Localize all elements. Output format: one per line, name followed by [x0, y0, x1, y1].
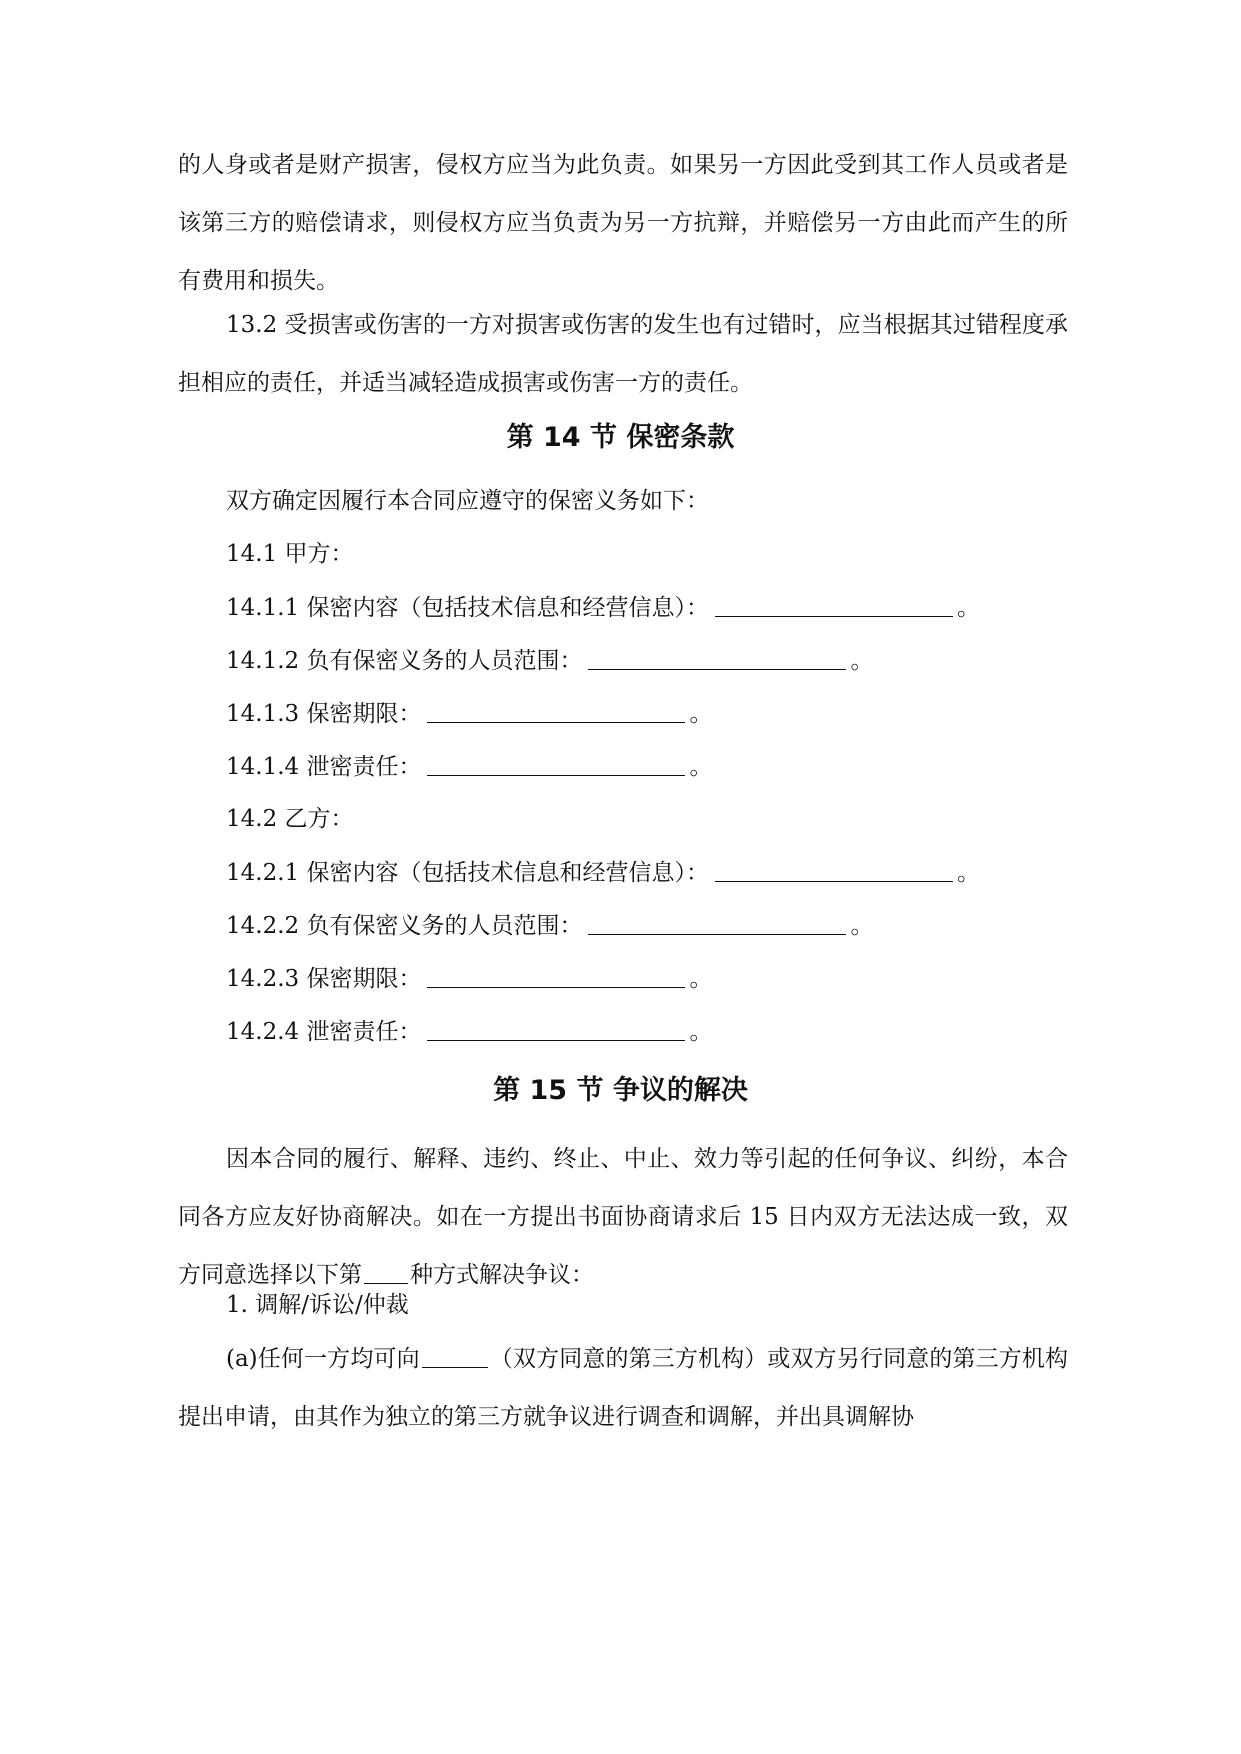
clause-14-2-2 [226, 910, 873, 941]
section-15-paragraph [178, 1130, 1068, 1304]
period: 。 [689, 966, 713, 992]
clause-14-1-4-label: 14.1.4 泄密责任： [226, 754, 422, 780]
clause-14-2-1 [226, 857, 980, 888]
period: 。 [850, 648, 874, 674]
clause-14-2-2-label: 14.2.2 负有保密义务的人员范围： [226, 913, 583, 939]
section13-paragraph-continued: 的人身或者是财产损害，侵权方应当为此负责。如果另一方因此受到其工作人员或者是该第三方的赔偿请求，则侵权方应当负责为另一方抗辩，并赔偿另一方由此而产生的所有费用和损失。 [178, 152, 1068, 294]
fill-in-blank[interactable] [715, 857, 953, 882]
fill-in-blank[interactable] [427, 963, 685, 988]
clause-14-1-4 [226, 751, 712, 782]
section-14-intro: 双方确定因履行本合同应遵守的保密义务如下： [226, 488, 709, 514]
option-1-a-text-part2: （双方同意的第三方机构）或双方另行同意的第三方机构提出申请，由其作为独立的第三方就争议进行调查和调解，并出具调解协 [178, 1346, 1068, 1430]
clause-14-1-1-label: 14.1.1 保密内容（包括技术信息和经营信息）： [226, 595, 709, 621]
clause-14-1-2 [226, 645, 873, 676]
clause-13-2: 13.2 受损害或伤害的一方对损害或伤害的发生也有过错时，应当根据其过错程度承担相应的责任，并适当减轻造成损害或伤害一方的责任。 [178, 312, 1068, 396]
clause-14-1: 14.1 甲方： [226, 541, 354, 567]
period: 。 [689, 754, 713, 780]
option-1: 1. 调解/诉讼/仲裁 [226, 1292, 409, 1318]
section-15-text-part2: 种方式解决争议： [410, 1262, 594, 1288]
clause-14-2-3-label: 14.2.3 保密期限： [226, 966, 422, 992]
period: 。 [956, 595, 980, 621]
section-15-text-part1: 因本合同的履行、解释、违约、终止、中止、效力等引起的任何争议、纠纷，本合同各方应友好协商解决。如在一方提出书面协商请求后 15 日内双方无法达成一致，双方同意选择以下第 [178, 1146, 1068, 1288]
period: 。 [689, 701, 713, 727]
option-1-a [178, 1330, 1068, 1446]
period: 。 [956, 860, 980, 886]
clause-14-2-3 [226, 963, 712, 994]
institution-blank[interactable] [422, 1343, 488, 1368]
fill-in-blank[interactable] [427, 751, 685, 776]
section-14-title: 第 14 节 保密条款 [506, 422, 735, 453]
period: 。 [689, 1019, 713, 1045]
clause-14-2-4-label: 14.2.4 泄密责任： [226, 1019, 422, 1045]
clause-14-2-4 [226, 1016, 712, 1047]
clause-14-1-3-label: 14.1.3 保密期限： [226, 701, 422, 727]
fill-in-blank[interactable] [588, 645, 846, 670]
clause-14-2: 14.2 乙方： [226, 806, 354, 832]
clause-14-2-1-label: 14.2.1 保密内容（包括技术信息和经营信息）： [226, 860, 709, 886]
clause-14-1-3 [226, 698, 712, 729]
clause-14-1-2-label: 14.1.2 负有保密义务的人员范围： [226, 648, 583, 674]
fill-in-blank[interactable] [715, 592, 953, 617]
option-1-a-text-part1: (a)任何一方均可向 [226, 1346, 420, 1372]
method-number-blank[interactable] [364, 1259, 408, 1284]
fill-in-blank[interactable] [427, 1016, 685, 1041]
fill-in-blank[interactable] [427, 698, 685, 723]
section-15-title: 第 15 节 争议的解决 [493, 1075, 748, 1106]
fill-in-blank[interactable] [588, 910, 846, 935]
period: 。 [850, 913, 874, 939]
clause-14-1-1 [226, 592, 980, 623]
